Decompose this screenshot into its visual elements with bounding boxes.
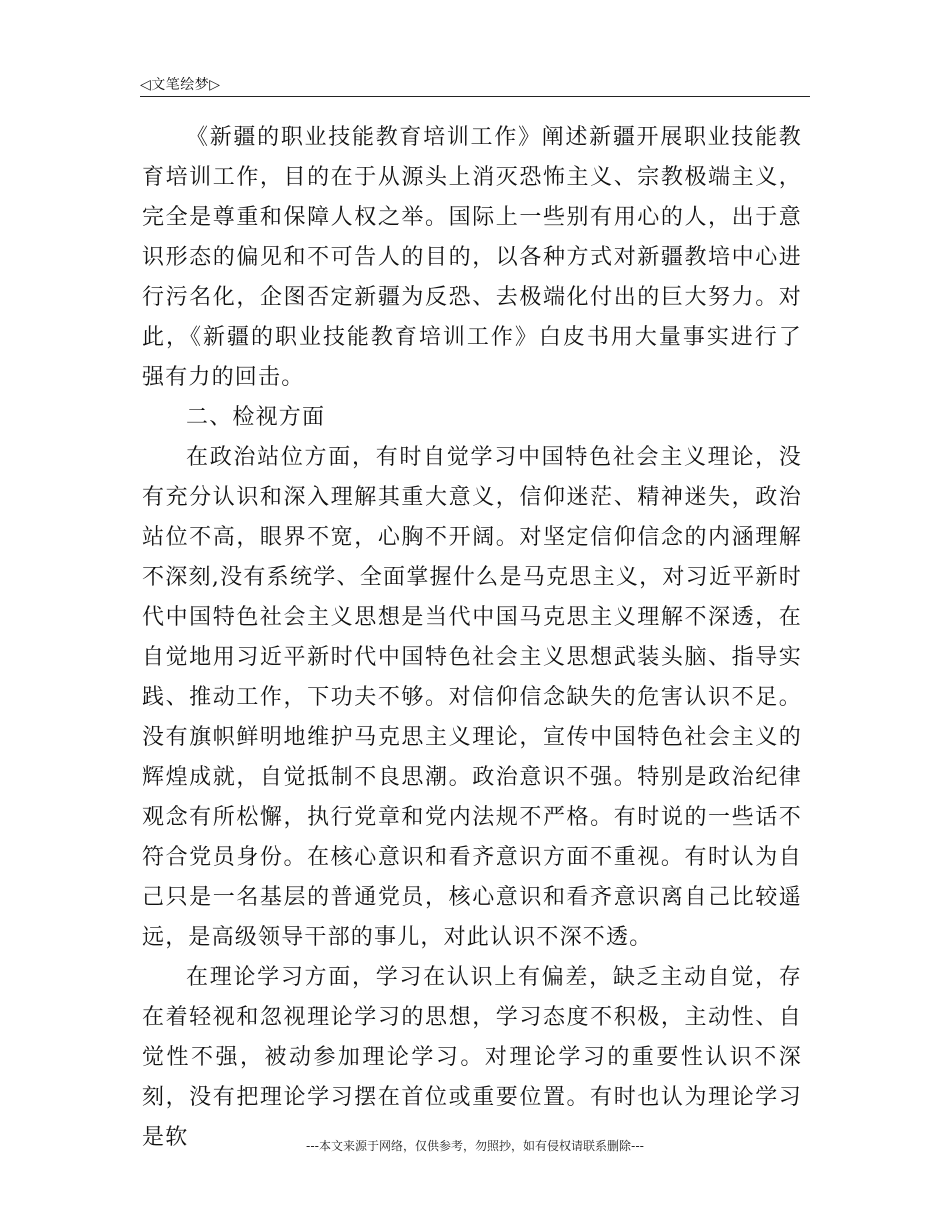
page-header [140,72,810,97]
paragraph-political-stance: 在政治站位方面，有时自觉学习中国特色社会主义理论，没有充分认识和深入理解其重大意义，信仰迷茫、精神迷失，政治站位不高，眼界不宽，心胸不开阔。对坚定信仰信念的内涵理解不深刻,没有系统学、全面掌握什么是马克思主义，对习近平新时代中国特色社会主义思想是当代中国马克思主义理解不深透，在自觉地用习近平新时代中国特色社会主义思想武装头脑、指导实践、推动工作，下功夫不够。对信仰信念缺失的危害认识不足。没有旗帜鲜明地维护马克思主义理论，宣传中国特色社会主义的辉煌成就，自觉抵制不良思潮。政治意识不强。特别是政治纪律观念有所松懈，执行党章和党内法规不严格。有时说的一些话不符合党员身份。在核心意识和看齐意识方面不重视。有时认为自己只是一名基层的普通党员，核心意识和看齐意识离自己比较遥远，是高级领导干部的事儿，对此认识不深不透。 [142,445,802,950]
paragraph-intro: 《新疆的职业技能教育培训工作》阐述新疆开展职业技能教育培训工作，目的在于从源头上消灭恐怖主义、宗教极端主义，完全是尊重和保障人权之举。国际上一些别有用心的人，出于意识形态的偏见和不可告人的目的，以各种方式对新疆教培中心进行污名化，企图否定新疆为反恐、去极端化付出的巨大努力。对此，《新疆的职业技能教育培训工作》白皮书用大量事实进行了强有力的回击。 [142,125,802,390]
document-body [142,118,802,1158]
section-heading: 二、检视方面 [186,405,326,430]
paragraph-theory-study: 在理论学习方面，学习在认识上有偏差，缺乏主动自觉，存在着轻视和忽视理论学习的思想，学习态度不积极，主动性、自觉性不强，被动参加理论学习。对理论学习的重要性认识不深刻，没有把理论学习摆在首位或重要位置。有时也认为理论学习是软 [142,965,802,1150]
header-brand: ◁文笔绘梦▷ [140,77,221,93]
page-footer: ---本文来源于网络，仅供参考，勿照抄，如有侵权请联系删除--- [306,1139,644,1153]
